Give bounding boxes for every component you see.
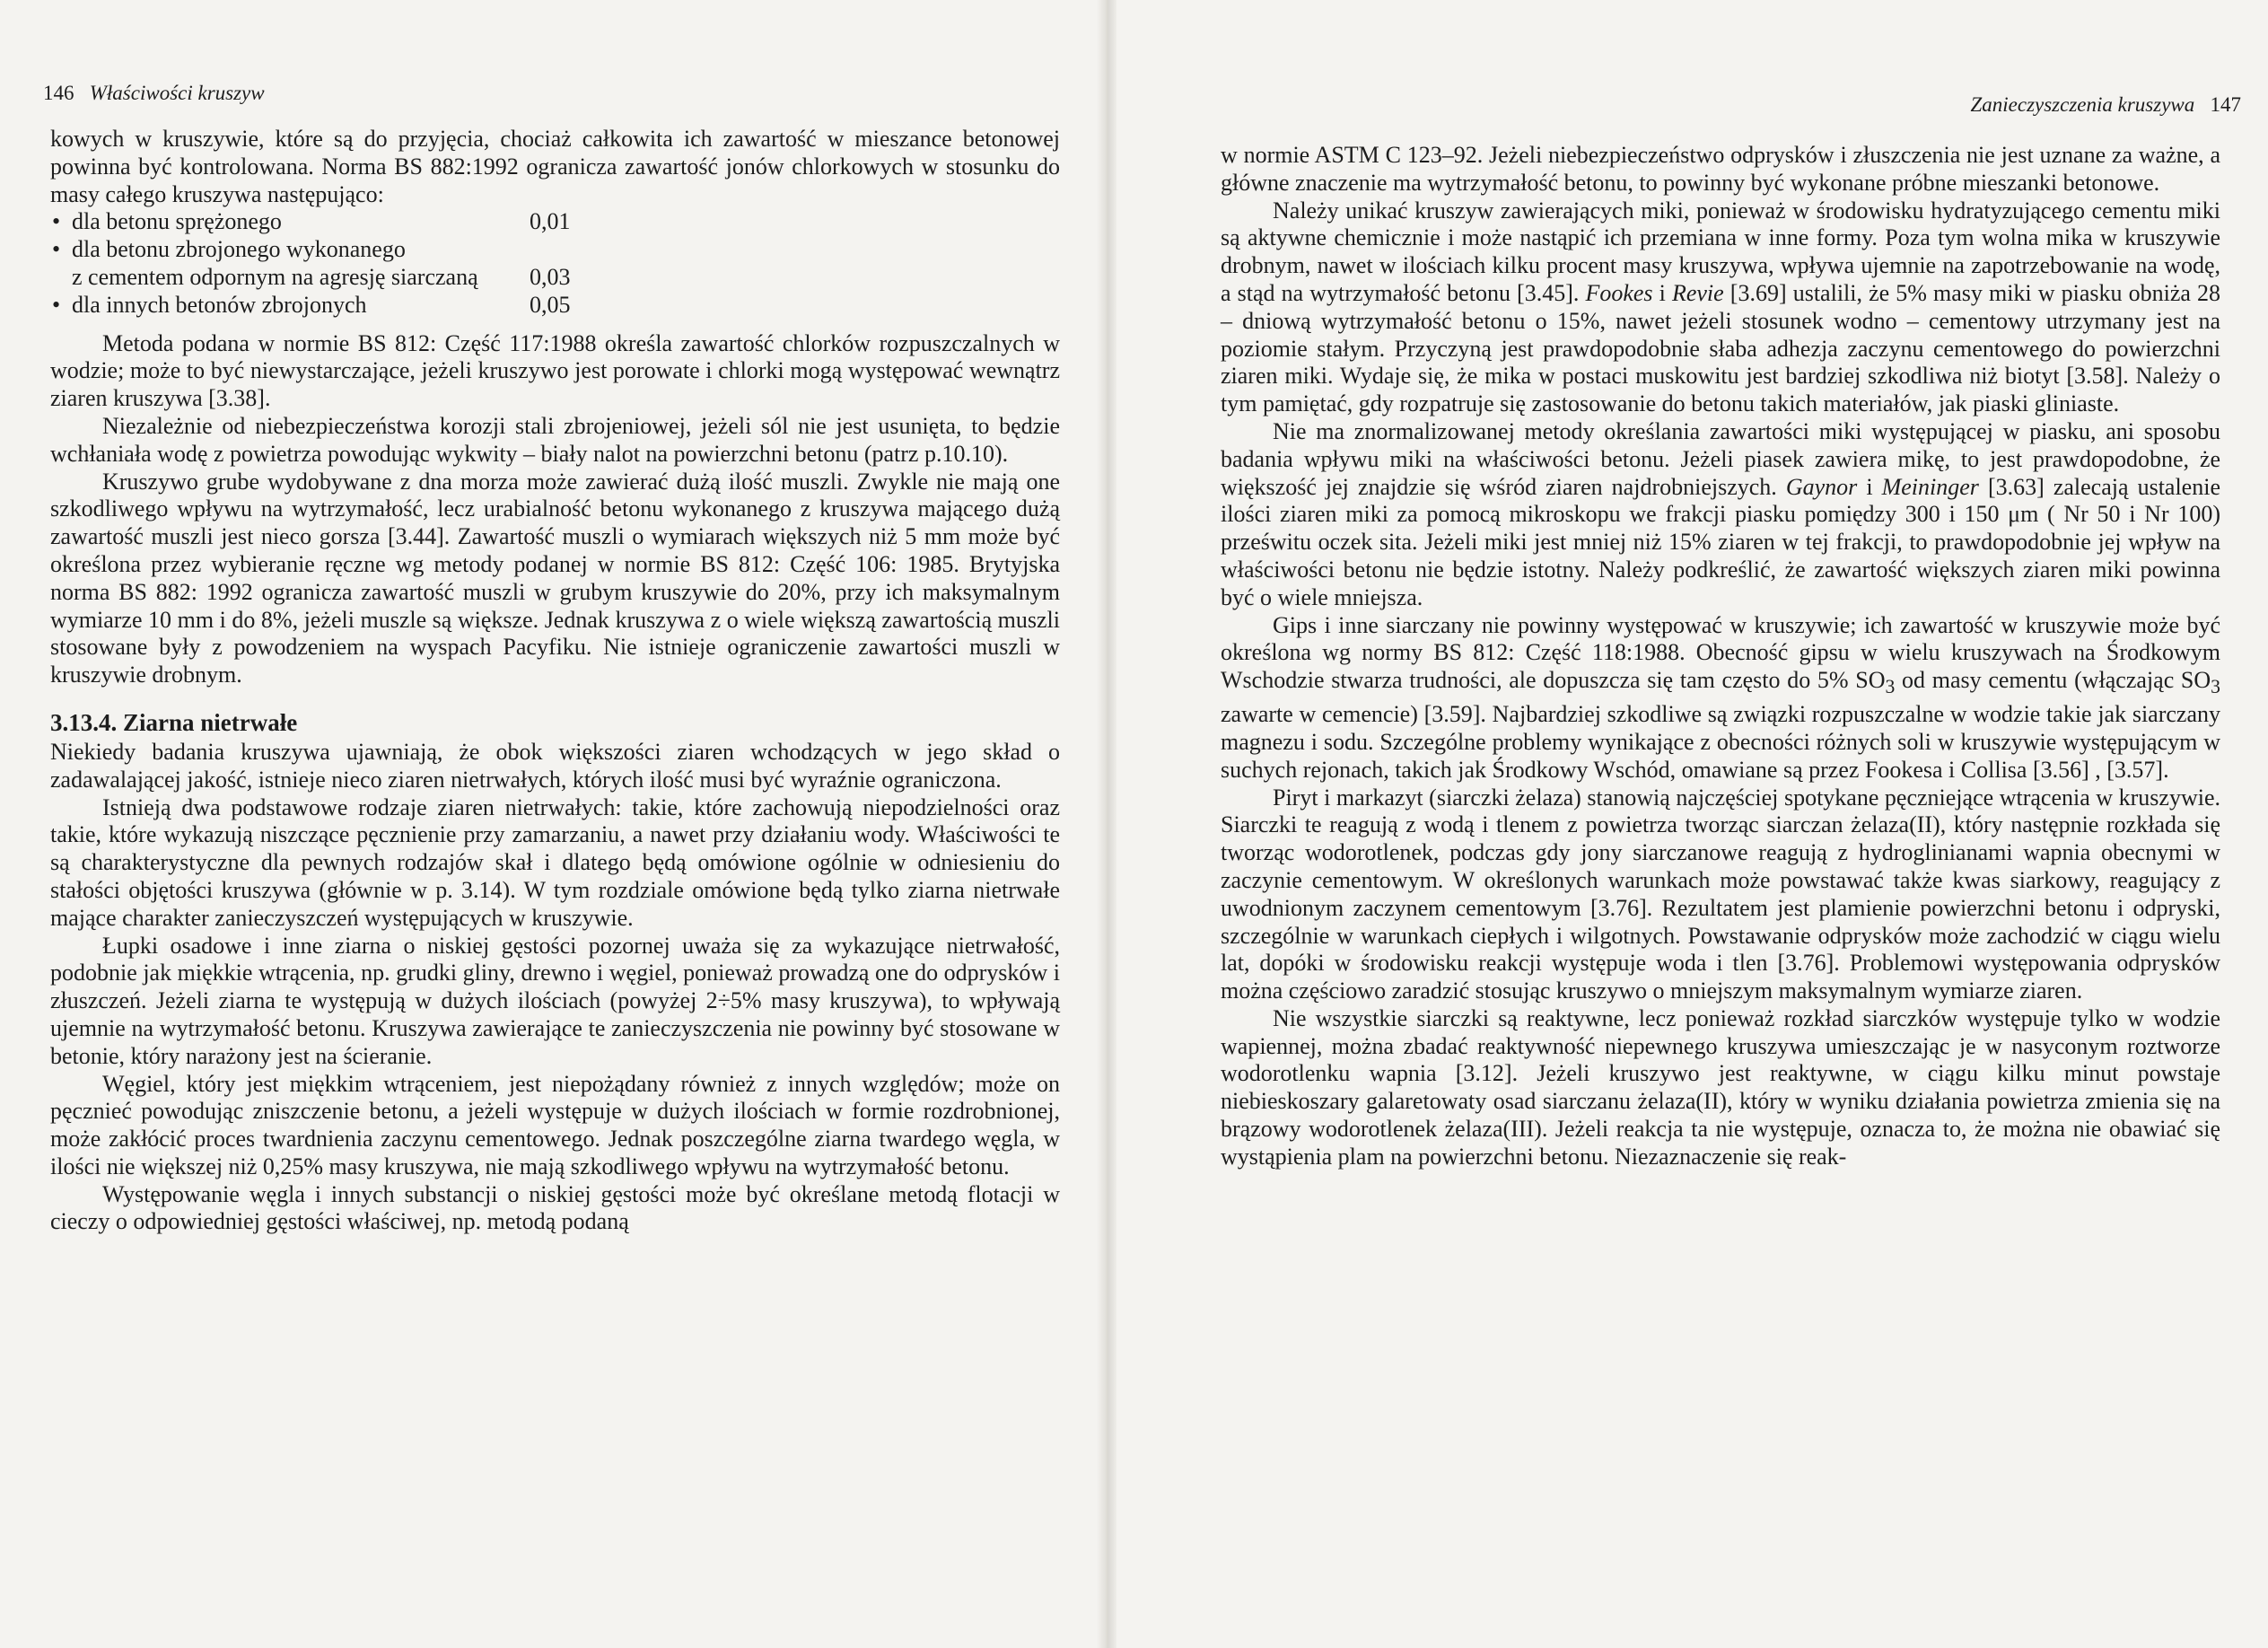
paragraph: Gips i inne siarczany nie powinny występować w kruszywie; ich zawartość w kruszywie może być określona wg normy BS 812: Część 118:1988. Obecność gipsu w wielu kruszywach na Środkowym Wschodzie stwarza trudności, ale dopuszcza się tam często do 5% $SO_3$ od masy cementu (włączając $SO_3$ zawarte w cemencie) [3.59]. Najbardziej szkodliwe są związki rozpuszczalne w wodzie takie jak siarczany magnezu i sodu. Szczególne problemy wynikające z obecności różnych soli w kruszywie występującym w suchych rejonach, takich jak Środkowy Wschód, omawiane są przez Fookesa i Collisa [3.56] , [3.57]. <box>1221 611 2220 783</box>
paragraph: Węgiel, który jest miękkim wtrąceniem, jest niepożądany również z innych względów; może on pęcznieć powodując zniszczenie betonu, a jeżeli występuje w dużych ilościach w formie rozdrobnionej, może zakłócić proces twardnienia zaczynu cementowego. Jednak poszczególne ziarna twardego węgla, w ilości nie większej niż 0,25% masy kruszywa, nie mają szkodliwego wpływu na wytrzymałość betonu. <box>50 1070 1060 1179</box>
paragraph: Nie wszystkie siarczki są reaktywne, lecz ponieważ rozkład siarczków występuje tylko w wodzie wapiennej, można zbadać reaktywność niepewnego kruszywa umieszczając je w nasyconym roztworze wodorotlenku wapnia [3.12]. Jeżeli kruszywo jest reaktywne, w ciągu kilku minut powstaje niebieskoszary galaretowaty osad siarczanu żelaza(II), który w wyniku działania powietrza zmienia się na brązowy wodorotlenek żelaza(III). Jeżeli reakcja ta nie występuje, oznacza to, że można nie obawiać się wystąpienia plam na powierzchni betonu. Niezaznaczenie się reak- <box>1221 1004 2220 1170</box>
book-gutter <box>1097 0 1116 1648</box>
right-page <box>1116 0 2268 1648</box>
paragraph: Niezależnie od niebezpieczeństwa korozji stali zbrojeniowej, jeżeli sól nie jest usunięta, to będzie wchłaniała wodę z powietrza powodując wykwity – biały nalot na powierzchni betonu (patrz p.10.10). <box>50 412 1060 467</box>
author-name: Gaynor <box>1785 473 1858 500</box>
paragraph: Piryt i markazyt (siarczki żelaza) stanowią najczęściej spotykane pęczniejące wtrącenia w kruszywie. Siarczki te reagują z wodą i tlenem z powietrza tworząc siarczan żelaza(II), który następnie rozkłada się tworząc wodorotlenek, podczas gdy jony siarczanowe reagują z hydroglinianami wapnia obecnymi w zaczynie cementowym. W określonych warunkach może powstawać także kwas siarkowy, reagujący z uwodnionym zaczynem cementowym [3.76]. Rezultatem jest plamienie powierzchni betonu i odpryski, szczególnie w warunkach ciepłych i wilgotnych. Powstawanie odprysków może zachodzić w ciągu wielu lat, dopóki w środowisku reakcji występuje woda i tlen [3.76]. Problemowi występowania odprysków można częściowo zaradzić stosując kruszywo o mniejszym maksymalnym wymiarze ziaren. <box>1221 784 2220 1004</box>
paragraph: w normie ASTM C 123–92. Jeżeli niebezpieczeństwo odprysków i złuszczenia nie jest uznane za ważne, a główne znaczenie ma wytrzymałość betonu, to powinny być wykonane próbne mieszanki betonowe. <box>1221 142 2220 196</box>
bullet-icon: • <box>52 291 61 318</box>
paragraph: Łupki osadowe i inne ziarna o niskiej gęstości pozornej uważa się za wykazujące nietrwałość, podobnie jak miękkie wtrącenia, np. grudki gliny, drewno i węgiel, ponieważ prowadzą one do odprysków i złuszczeń. Jeżeli ziarna te występują w dużych ilościach (powyżej 2÷5% masy kruszywa), to wpływają ujemnie na wytrzymałość betonu. Kruszywa zawierające te zanieczyszczenia nie powinny być stosowane w betonie, który narażony jest na ścieranie. <box>50 932 1060 1069</box>
paragraph: Istnieją dwa podstawowe rodzaje ziaren nietrwałych: takie, które zachowują niepodzielności oraz takie, które wykazują niszczące pęcznienie przy zamarzaniu, a nawet przy działaniu wody. Właściwości te są charakterystyczne dla pewnych rodzajów skał i dlatego będą omówione ogólnie w odniesieniu do stałości objętości kruszywa (głównie w p. 3.14). W tym rozdziale omówione będą tylko ziarna nietrwałe mające charakter zanieczyszczeń występujących w kruszywie. <box>50 793 1060 931</box>
left-page-number: 146 <box>43 82 74 104</box>
list-item: z cementem odpornym na agresję siarczaną 0,03 <box>72 263 571 290</box>
bullet-icon: • <box>52 208 61 235</box>
paragraph: Występowanie węgla i innych substancji o niskiej gęstości może być określane metodą flotacji w cieczy o odpowiedniej gęstości właściwej, np. metodą podaną <box>50 1180 1060 1235</box>
paragraph: Należy unikać kruszyw zawierających miki, ponieważ w środowisku hydratyzującego cementu miki są aktywne chemicznie i może nastąpić ich przemiana w inne formy. Poza tym wolna mika w kruszywie drobnym, nawet w ilościach kilku procent masy kruszywa, wpływa ujemnie na zapotrzebowanie na wodę, a stąd na wytrzymałość betonu [3.45]. Fookes i Revie [3.69] ustalili, że 5% masy miki w piasku obniża 28 – dniową wytrzymałość betonu o 15%, nawet jeżeli stosunek wodno – cementowy utrzymany jest na poziomie stałym. Przyczyną jest prawdopodobnie słaba adhezja zaczynu cementowego do powierzchni ziaren miki. Wydaje się, że mika w postaci muskowitu jest bardziej szkodliwa niż biotyt [3.58]. Należy o tym pamiętać, gdy rozpatruje się zastosowanie do betonu takich materiałów, jak piaski gliniaste. <box>1221 197 2220 417</box>
left-page-body <box>50 126 1060 1236</box>
list-item: • dla betonu zbrojonego wykonanego <box>52 236 406 263</box>
right-page-body <box>1221 142 2220 1171</box>
section-heading: 3.13.4. Ziarna nietrwałe <box>50 708 298 736</box>
list-item: • dla betonu sprężonego 0,01 <box>52 208 571 235</box>
left-running-title: Właściwości kruszyw <box>89 82 265 104</box>
author-name: Meininger <box>1881 473 1979 500</box>
paragraph: Kruszywo grube wydobywane z dna morza może zawierać dużą ilość muszli. Zwykle nie mają one szkodliwego wpływu na wytrzymałość, lecz urabialność betonu wykonanego z kruszywa mającego dużą zawartość muszli jest nieco gorsza [3.44]. Zawartość muszli o wymiarach większych niż 5 mm może być określona przez wybieranie ręczne wg metody podanej w normie BS 812: Część 106: 1985. Brytyjska norma BS 882: 1992 ogranicza zawartość muszli w grubym kruszywie do 20%, przy ich maksymalnym wymiarze 10 mm i do 8%, jeżeli muszle są większe. Jednak kruszywa z o wiele większą zawartością muszli stosowane były z powodzeniem na wyspach Pacyfiku. Nie istnieje ograniczenie zawartości muszli w kruszywie drobnym. <box>50 468 1060 688</box>
paragraph: Nie ma znormalizowanej metody określania zawartości miki występującej w piasku, ani sposobu badania wpływu miki na właściwości betonu. Jeżeli piasek zawiera mikę, to jest prawdopodobne, że większość jej znajdzie się wśród ziaren najdrobniejszych. Gaynor i Meininger [3.63] zalecają ustalenie ilości ziaren miki za pomocą mikroskopu we frakcji piasku pomiędzy 300 i 150 μm ( Nr 50 i Nr 100) prześwitu oczek sita. Jeżeli miki jest mniej niż 15% ziaren w tej frakcji, to prawdopodobnie jej wpływ na właściwości betonu nie będzie istotny. Należy podkreślić, że zawartość większych ziaren miki powinna być o wiele mniejsza. <box>1221 417 2220 610</box>
left-page <box>0 0 1097 1648</box>
right-running-header <box>1970 92 2241 118</box>
left-running-header <box>43 81 265 106</box>
author-name: Revie <box>1671 279 1724 306</box>
bullet-icon: • <box>52 236 61 263</box>
chloride-limits-list <box>50 208 1060 319</box>
right-page-number: 147 <box>2210 93 2241 116</box>
right-running-title: Zanieczyszczenia kruszywa <box>1970 93 2195 116</box>
author-name: Fookes <box>1585 279 1653 306</box>
list-item: • dla innych betonów zbrojonych 0,05 <box>52 291 571 318</box>
paragraph: Metoda podana w normie BS 812: Część 117:1988 określa zawartość chlorków rozpuszczalnych w wodzie; może to być niewystarczające, jeżeli kruszywo jest porowate i chlorki mogą występować wewnątrz ziaren kruszywa [3.38]. <box>50 329 1060 412</box>
paragraph: Niekiedy badania kruszywa ujawniają, że obok większości ziaren wchodzących w jego skład o zadawalającej jakość, istnieje nieco ziaren nietrwałych, których ilość musi być wyraźnie ograniczona. <box>50 738 1060 793</box>
paragraph: kowych w kruszywie, które są do przyjęcia, chociaż całkowita ich zawartość w mieszance betonowej powinna być kontrolowana. Norma BS 882:1992 ogranicza zawartość jonów chlorkowych w stosunku do masy całego kruszywa następująco: <box>50 126 1060 207</box>
